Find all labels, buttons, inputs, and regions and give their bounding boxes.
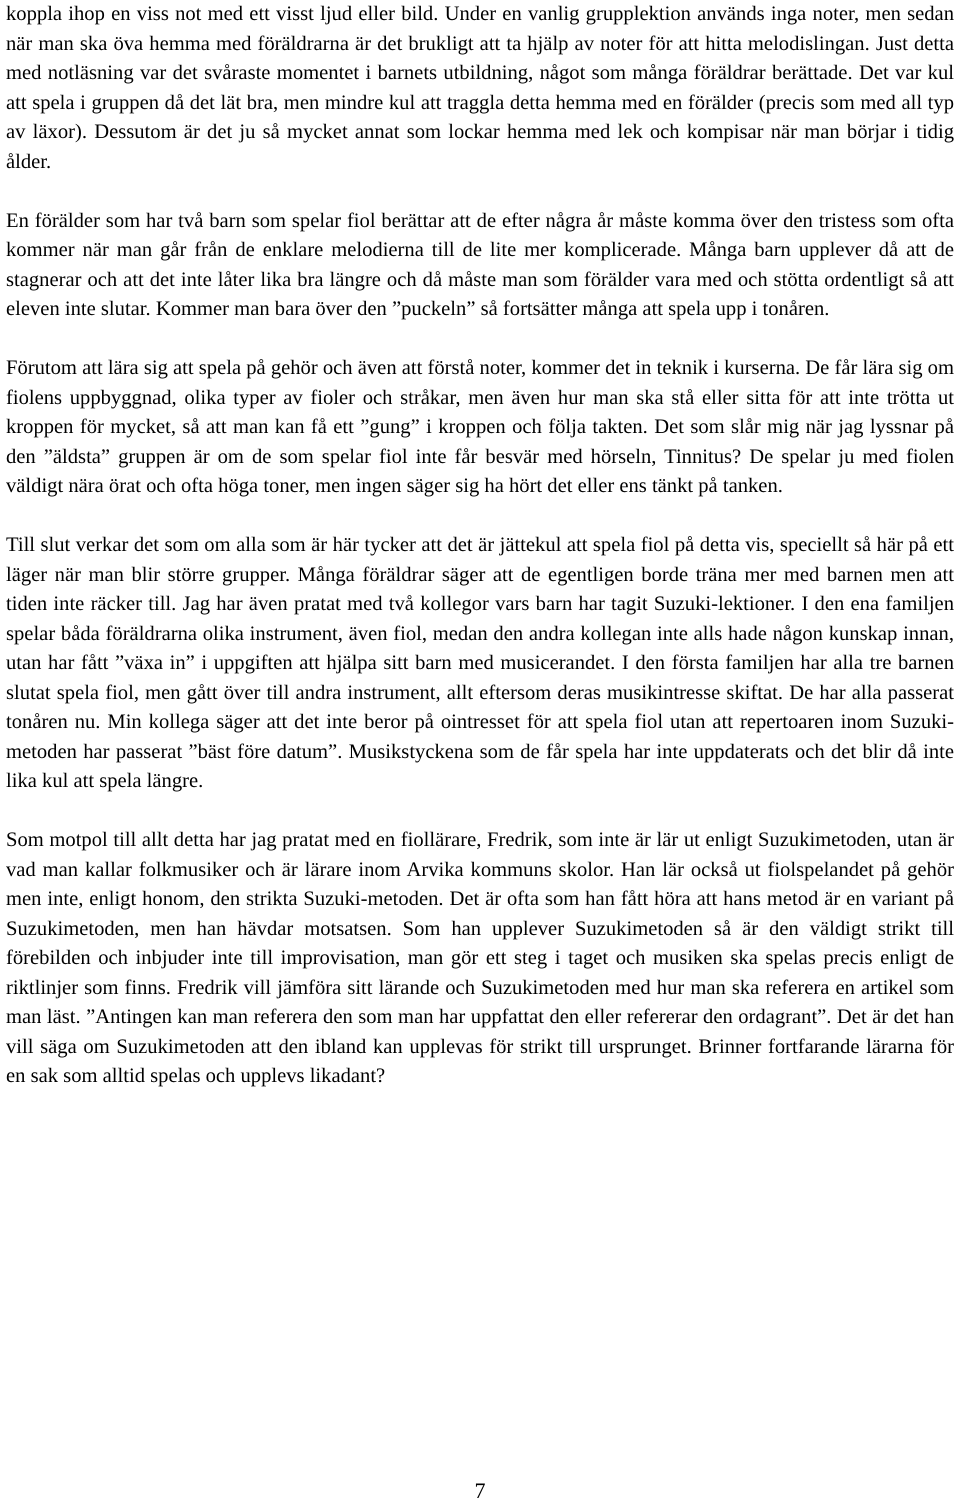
- paragraph-2: En förälder som har två barn som spelar fiol berättar att de efter några år måste komma över den tristess som ofta kommer när man går från de enklare melodierna till de lite mer komplicerade. Många barn upplever då att de stagnerar och att det inte låter lika bra längre och då måste man som förälder vara med och stötta ordentligt så att eleven inte slutar. Kommer man bara över den ”puckeln” så fortsätter många att spela upp i tonåren.: [6, 209, 954, 320]
- paragraph-4: Till slut verkar det som om alla som är här tycker att det är jättekul att spela fiol på detta vis, speciellt så här på ett läger när man blir större grupper. Många föräldrar säger att de egentligen borde träna mer med barnen men att tiden inte räcker till. Jag har även pratat med två kollegor vars barn har tagit Suzuki-lektioner. I den ena familjen spelar båda föräldrarna olika instrument, även fiol, medan den andra kollegan inte alls hade någon kunskap innan, utan har fått ”växa in” i uppgiften att hjälpa sitt barn med musicerandet. I den första familjen har alla tre barnen slutat spela fiol, men gått över till andra instrument, allt eftersom deras musikintresse skiftat. De har alla passerat tonåren nu. Min kollega säger att det inte beror på ointresset för att spela fiol utan att repertoaren inom Suzuki-metoden har passerat ”bäst före datum”. Musikstyckena som de får spela har inte uppdaterats och det blir då inte lika kul att spela längre.: [6, 534, 954, 792]
- paragraph-5: Som motpol till allt detta har jag pratat med en fiollärare, Fredrik, som inte är lär ut enligt Suzukimetoden, utan är vad man kallar folkmusiker och är lärare inom Arvika kommuns skolor. Han lär också ut fiolspelandet på gehör men inte, enligt honom, den strikta Suzuki-metoden. Det är ofta som han fått höra att hans metod är en variant på Suzukimetoden, men han hävdar motsatsen. Som han upplever Suzukimetoden så är den väldigt strikt till förebilden och inbjuder inte till improvisation, man gör ett steg i taget och musiken ska spelas precis enligt de riktlinjer som finns. Fredrik vill jämföra sitt lärande och Suzukimetoden med hur man ska referera en artikel som man läst. ”Antingen kan man referera den som man har uppfattat den eller refererar den ordagrant”. Det är det han vill säga om Suzukimetoden att den ibland kan upplevas för strikt till ursprunget. Brinner fortfarande lärarna för en sak som alltid spelas och upplevs likadant?: [6, 829, 954, 1087]
- body-text: [6, 0, 954, 1092]
- paragraph-1: koppla ihop en viss not med ett visst ljud eller bild. Under en vanlig grupplektion används inga noter, men sedan när man ska öva hemma med föräldrarna är det brukligt att ta hjälp av noter för att hitta melodislingan. Just detta med notläsning var det svåraste momentet i barnets utbildning, något som många föräldrar berättade. Det var kul att spela i gruppen då det lät bra, men mindre kul att traggla detta hemma med en förälder (precis som med all typ av läxor). Dessutom är det ju så mycket annat som lockar hemma med lek och kompisar när man börjar i tidig ålder.: [6, 3, 954, 173]
- paragraph-3: Förutom att lära sig att spela på gehör och även att förstå noter, kommer det in teknik i kurserna. De får lära sig om fiolens uppbyggnad, olika typer av fioler och stråkar, men även hur man ska stå eller sitta för att inte trötta ut kroppen för mycket, så att man kan få ett ”gung” i kroppen och följa takten. Det som slår mig när jag lyssnar på den ”äldsta” gruppen är om de som spelar fiol inte får besvär med hörseln, Tinnitus? De spelar ju med fiolen väldigt nära örat och ofta höga toner, men ingen säger sig ha hört det eller ens tänkt på tanken.: [6, 357, 954, 497]
- page-number: 7: [474, 1478, 486, 1503]
